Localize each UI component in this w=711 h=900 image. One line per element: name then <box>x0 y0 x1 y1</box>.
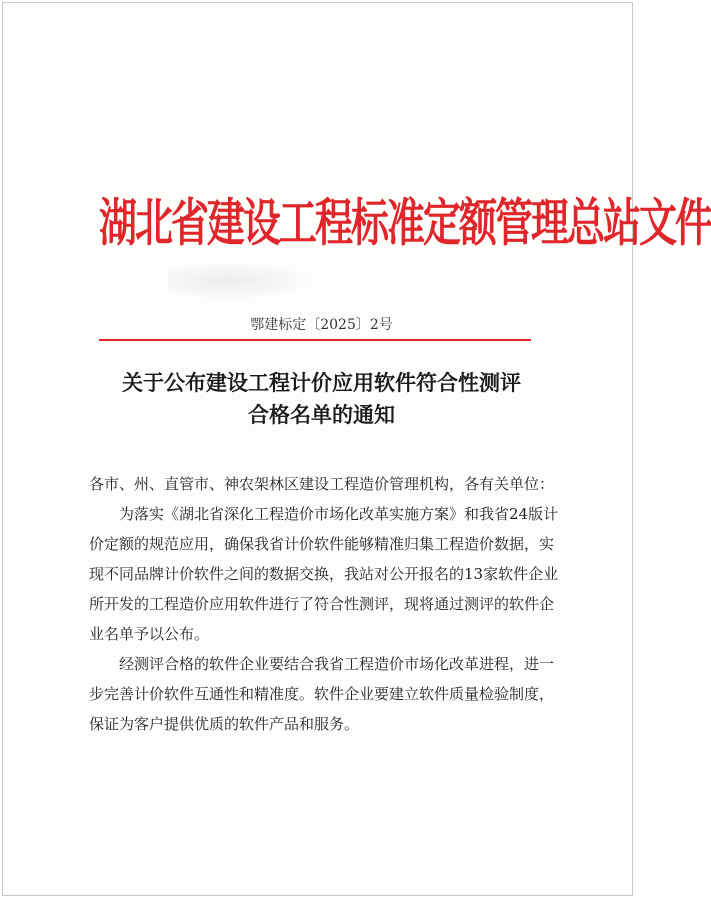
scan-smudge <box>168 261 318 301</box>
notice-body <box>89 469 559 739</box>
notice-title-line-1: 关于公布建设工程计价应用软件符合性测评 <box>122 370 521 395</box>
letterhead-title: 湖北省建设工程标准定额管理总站文件 <box>99 193 711 253</box>
body-paragraph-1: 为落实《湖北省深化工程造价市场化改革实施方案》和我省24版计价定额的规范应用，确保我省计价软件能够精准归集工程造价数据，实现不同品牌计价软件之间的数据交换，我站对公开报名的13家软件企业所开发的工程造价应用软件进行了符合性测评，现将通过测评的软件企业名单予以公布。 <box>89 505 559 643</box>
red-divider-line <box>99 339 531 341</box>
notice-title-line-2: 合格名单的通知 <box>248 402 395 427</box>
document-page <box>2 2 711 896</box>
body-paragraph-2: 经测评合格的软件企业要结合我省工程造价市场化改革进程，进一步完善计价软件互通性和精准度。软件企业要建立软件质量检验制度，保证为客户提供优质的软件产品和服务。 <box>89 655 555 733</box>
notice-title <box>63 367 580 431</box>
document-number: 鄂建标定〔2025〕2号 <box>250 317 393 333</box>
salutation: 各市、州、直管市、神农架林区建设工程造价管理机构，各有关单位： <box>89 475 555 493</box>
